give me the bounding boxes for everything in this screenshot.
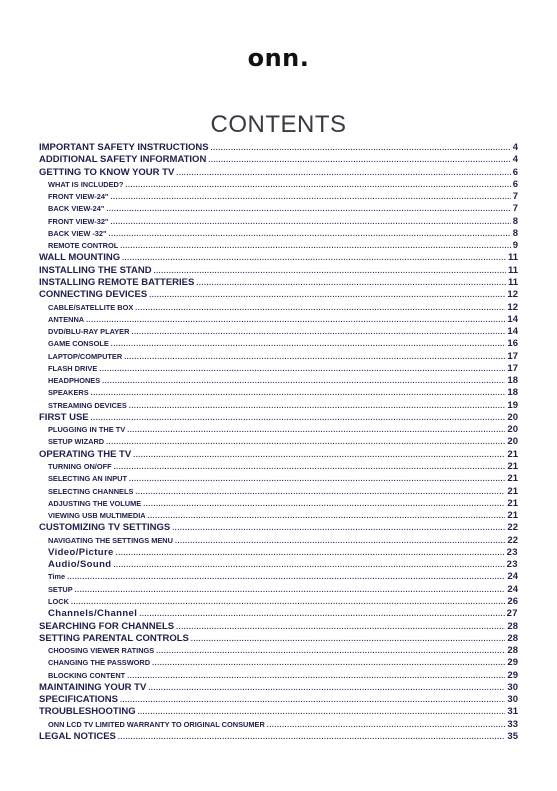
toc-entry	[39, 387, 518, 400]
toc-leader-dots	[211, 143, 511, 155]
toc-entry	[39, 179, 518, 192]
toc-leader-dots	[75, 585, 506, 597]
toc-entry-label: CONNECTING DEVICES	[39, 289, 148, 301]
toc-leader-dots	[156, 646, 505, 658]
toc-entry-label: REMOTE CONTROL	[48, 241, 119, 251]
toc-entry	[39, 191, 518, 204]
toc-entry	[39, 657, 518, 670]
toc-entry-page: 20	[507, 411, 518, 423]
toc-entry-page: 21	[507, 473, 518, 485]
toc-entry-page: 17	[507, 350, 518, 362]
toc-entry-page: 22	[507, 534, 518, 546]
toc-entry-label: GAME CONSOLE	[48, 339, 109, 349]
toc-entry-label: WHAT IS INCLUDED?	[48, 179, 124, 189]
toc-leader-dots	[106, 437, 505, 449]
toc-entry-page: 14	[507, 326, 518, 338]
toc-entry-label: VIEWING USB MULTIMEDIA	[48, 511, 146, 521]
toc-leader-dots	[116, 548, 505, 560]
toc-entry	[39, 424, 518, 437]
toc-entry-page: 9	[512, 240, 518, 252]
toc-entry-page: 23	[506, 546, 518, 558]
toc-entry	[39, 535, 518, 548]
toc-entry	[39, 400, 518, 413]
toc-entry-page: 4	[512, 154, 518, 166]
toc-entry-label: Audio/Sound	[48, 559, 112, 571]
toc-entry	[39, 571, 518, 584]
toc-leader-dots	[102, 376, 505, 388]
toc-entry-label: LAPTOP/COMPUTER	[48, 351, 123, 361]
toc-entry-label: Channels/Channel	[48, 608, 138, 620]
toc-entry-label: LOCK	[48, 596, 69, 606]
toc-leader-dots	[191, 634, 506, 646]
toc-entry-page: 26	[507, 595, 518, 607]
toc-entry-page: 24	[507, 571, 518, 583]
toc-leader-dots	[135, 303, 505, 315]
toc-entry-page: 8	[512, 227, 518, 239]
toc-entry-label: BACK VIEW -32"	[48, 228, 107, 238]
toc-entry-page: 19	[507, 399, 518, 411]
toc-entry	[39, 265, 518, 278]
toc-entry-page: 18	[507, 387, 518, 399]
toc-entry-label: MAINTAINING YOUR TV	[39, 681, 147, 693]
toc-entry-label: LEGAL NOTICES	[39, 730, 116, 742]
toc-entry-page: 22	[507, 522, 518, 534]
toc-leader-dots	[196, 278, 506, 290]
toc-leader-dots	[148, 683, 505, 695]
toc-entry-page: 35	[507, 730, 518, 742]
toc-entry-page: 21	[507, 510, 518, 522]
toc-entry-page: 29	[507, 669, 518, 681]
toc-entry-label: DVD/BLU-RAY PLAYER	[48, 327, 130, 337]
toc-entry	[39, 252, 518, 265]
toc-leader-dots	[129, 401, 506, 413]
toc-entry-label: Time	[48, 572, 66, 582]
toc-entry-page: 31	[507, 706, 518, 718]
toc-entry-page: 20	[507, 424, 518, 436]
toc-entry-page: 6	[512, 178, 518, 190]
toc-entry	[39, 682, 518, 695]
toc-entry	[39, 203, 518, 216]
toc-entry-label: PLUGGING IN THE TV	[48, 425, 126, 435]
toc-entry-label: FIRST USE	[39, 411, 89, 423]
toc-entry-label: WALL MOUNTING	[39, 252, 121, 264]
toc-entry	[39, 154, 518, 167]
toc-leader-dots	[129, 474, 505, 486]
toc-entry	[39, 375, 518, 388]
toc-entry	[39, 522, 518, 535]
toc-leader-dots	[120, 695, 505, 707]
toc-entry	[39, 633, 518, 646]
toc-leader-dots	[175, 536, 505, 548]
toc-entry-label: FLASH DRIVE	[48, 363, 98, 373]
toc-entry	[39, 584, 518, 597]
toc-entry-page: 6	[512, 166, 518, 178]
toc-entry-page: 33	[507, 718, 518, 730]
toc-entry-page: 28	[507, 632, 518, 644]
toc-entry-page: 11	[507, 276, 518, 288]
toc-entry-label: Video/Picture	[48, 546, 114, 558]
toc-entry	[39, 302, 518, 315]
toc-entry-label: SPEAKERS	[48, 388, 89, 398]
toc-entry-label: CHANGING THE PASSWORD	[48, 658, 151, 668]
toc-entry-label: ADDITIONAL SAFETY INFORMATION	[39, 154, 207, 166]
toc-entry	[39, 449, 518, 462]
toc-entry	[39, 596, 518, 609]
toc-entry	[39, 142, 518, 155]
toc-leader-dots	[124, 352, 505, 364]
toc-leader-dots	[127, 425, 505, 437]
toc-entry	[39, 363, 518, 376]
toc-leader-dots	[176, 622, 505, 634]
toc-entry-label: TURNING ON/OFF	[48, 462, 112, 472]
toc-entry-label: SELECTING AN INPUT	[48, 474, 127, 484]
toc-entry-label: SELECTING CHANNELS	[48, 486, 134, 496]
toc-leader-dots	[110, 217, 510, 229]
toc-entry	[39, 547, 518, 560]
toc-entry	[39, 326, 518, 339]
toc-entry	[39, 645, 518, 658]
toc-leader-dots	[71, 597, 505, 609]
toc-entry-page: 27	[506, 608, 518, 620]
toc-entry-page: 8	[512, 215, 518, 227]
toc-entry	[39, 510, 518, 523]
toc-entry-label: SETUP WIZARD	[48, 437, 105, 447]
toc-leader-dots	[99, 364, 505, 376]
toc-leader-dots	[135, 487, 505, 499]
toc-leader-dots	[109, 229, 511, 241]
toc-entry	[39, 731, 518, 744]
toc-leader-dots	[114, 462, 506, 474]
toc-leader-dots	[149, 290, 505, 302]
toc-entry-label: CUSTOMIZING TV SETTINGS	[39, 522, 171, 534]
toc-entry-page: 28	[507, 645, 518, 657]
toc-entry-page: 16	[507, 338, 518, 350]
toc-entry	[39, 351, 518, 364]
toc-leader-dots	[106, 204, 510, 216]
toc-leader-dots	[172, 523, 505, 535]
toc-leader-dots	[91, 388, 506, 400]
toc-entry-page: 18	[507, 375, 518, 387]
toc-entry-page: 30	[507, 694, 518, 706]
toc-entry	[39, 473, 518, 486]
toc-entry	[39, 436, 518, 449]
toc-entry-label: STREAMING DEVICES	[48, 400, 127, 410]
toc-entry	[39, 621, 518, 634]
toc-entry-label: HEADPHONES	[48, 376, 101, 386]
toc-entry-page: 21	[507, 461, 518, 473]
toc-entry-label: GETTING TO KNOW YOUR TV	[39, 166, 175, 178]
toc-entry-label: FRONT VIEW-32"	[48, 216, 109, 226]
page-title: CONTENTS	[210, 111, 347, 138]
onn-logo: onn.	[247, 44, 310, 72]
toc-leader-dots	[154, 266, 506, 278]
toc-entry-page: 17	[507, 362, 518, 374]
toc-entry	[39, 167, 518, 180]
toc-entry-page: 12	[507, 289, 518, 301]
toc-leader-dots	[120, 241, 510, 253]
toc-entry-label: SETUP	[48, 584, 73, 594]
toc-leader-dots	[110, 192, 510, 204]
toc-entry-page: 21	[507, 497, 518, 509]
toc-leader-dots	[133, 450, 505, 462]
toc-entry-label: CHOOSING VIEWER RATINGS	[48, 646, 155, 656]
toc-entry	[39, 240, 518, 253]
toc-entry-label: CABLE/SATELLITE BOX	[48, 302, 134, 312]
toc-entry	[39, 486, 518, 499]
toc-leader-dots	[139, 609, 504, 621]
toc-entry	[39, 314, 518, 327]
toc-leader-dots	[148, 511, 506, 523]
toc-leader-dots	[118, 732, 506, 744]
toc-entry-label: ONN LCD TV LIMITED WARRANTY TO ORIGINAL CONSUMER	[48, 719, 265, 729]
toc-leader-dots	[67, 572, 505, 584]
toc-entry	[39, 498, 518, 511]
toc-entry	[39, 216, 518, 229]
toc-leader-dots	[176, 168, 510, 180]
toc-leader-dots	[152, 658, 505, 670]
toc-entry-label: FRONT VIEW-24"	[48, 192, 109, 202]
toc-entry-page: 12	[507, 301, 518, 313]
toc-entry-label: NAVIGATING THE SETTINGS MENU	[48, 535, 173, 545]
toc-leader-dots	[122, 253, 506, 265]
toc-leader-dots	[143, 499, 505, 511]
toc-entry-page: 28	[507, 620, 518, 632]
toc-entry	[39, 706, 518, 719]
toc-entry-label: SEARCHING FOR CHANNELS	[39, 620, 175, 632]
toc-entry	[39, 719, 518, 732]
toc-leader-dots	[208, 155, 510, 167]
toc-entry-page: 20	[507, 436, 518, 448]
toc-entry-label: BACK VIEW-24"	[48, 204, 105, 214]
toc-entry-page: 14	[507, 313, 518, 325]
toc-entry-page: 29	[507, 657, 518, 669]
toc-entry-label: IMPORTANT SAFETY INSTRUCTIONS	[39, 142, 209, 153]
toc-entry-label: INSTALLING THE STAND	[39, 264, 152, 276]
toc-entry-page: 4	[512, 142, 518, 153]
toc-entry-page: 11	[507, 264, 518, 276]
toc-entry-page: 30	[507, 681, 518, 693]
toc-entry	[39, 228, 518, 241]
toc-entry-page: 24	[507, 583, 518, 595]
toc-entry-page: 21	[507, 485, 518, 497]
toc-entry-page: 23	[506, 559, 518, 571]
toc-entry	[39, 338, 518, 351]
toc-leader-dots	[86, 315, 505, 327]
toc-entry	[39, 461, 518, 474]
toc-entry-label: ADJUSTING THE VOLUME	[48, 498, 142, 508]
toc-entry-label: SETTING PARENTAL CONTROLS	[39, 632, 189, 644]
toc-leader-dots	[91, 413, 506, 425]
toc-entry-label: ANTENNA	[48, 314, 85, 324]
toc-entry	[39, 559, 518, 572]
toc-entry-page: 21	[507, 448, 518, 460]
toc-entry-label: OPERATING THE TV	[39, 448, 132, 460]
toc-leader-dots	[111, 339, 506, 351]
toc-entry-label: BLOCKING CONTENT	[48, 670, 126, 680]
toc-entry-label: TROUBLESHOOTING	[39, 706, 136, 718]
toc-entry	[39, 289, 518, 302]
toc-entry	[39, 412, 518, 425]
toc-entry-label: SPECIFICATIONS	[39, 694, 118, 706]
toc-entry-page: 7	[512, 203, 518, 215]
toc-entry	[39, 670, 518, 683]
toc-entry-label: INSTALLING REMOTE BATTERIES	[39, 276, 195, 288]
toc-entry-page: 11	[507, 252, 518, 264]
toc-entry	[39, 608, 518, 621]
toc-leader-dots	[114, 560, 505, 572]
toc-leader-dots	[131, 327, 505, 339]
toc-leader-dots	[138, 707, 506, 719]
toc-leader-dots	[127, 671, 505, 683]
toc-entry	[39, 694, 518, 707]
toc-entry-page: 7	[512, 191, 518, 203]
toc-leader-dots	[267, 720, 506, 732]
toc-leader-dots	[125, 180, 510, 192]
toc-entry	[39, 277, 518, 290]
